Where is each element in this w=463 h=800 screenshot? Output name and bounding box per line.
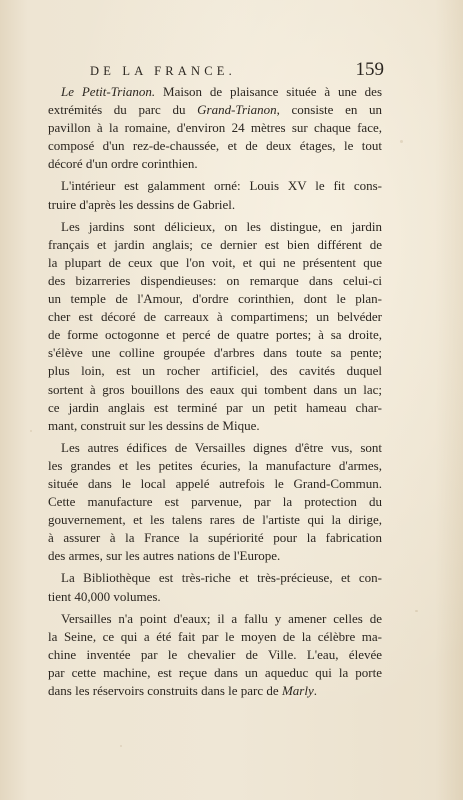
italic-text: Grand-Trianon bbox=[197, 102, 277, 118]
running-head: DE LA FRANCE. bbox=[90, 64, 236, 78]
text-line bbox=[48, 236, 382, 254]
text-line bbox=[48, 646, 382, 664]
text-run: gouvernement, et les talens rares de l'artiste qui la dirige, bbox=[48, 512, 382, 528]
text-line bbox=[48, 475, 382, 493]
text-line bbox=[48, 439, 382, 457]
text-line bbox=[48, 83, 382, 101]
text-run: Maison de plaisance située à une des bbox=[155, 84, 382, 99]
text-run: la plupart de ceux que l'on voit, et qui ne présentent que bbox=[48, 254, 382, 270]
text-line bbox=[48, 155, 382, 173]
text-line bbox=[48, 272, 382, 290]
text-line bbox=[48, 457, 382, 475]
text-line bbox=[48, 511, 382, 529]
text-line bbox=[48, 254, 382, 272]
text-run: Les autres édifices de Versailles dignes d'être vus, sont bbox=[61, 439, 382, 455]
text-run: les grandes et les petites écuries, la manufacture d'armes, bbox=[48, 457, 382, 473]
text-run: de forme octogonne et percé de quatre portes; à sa droite, bbox=[48, 327, 382, 343]
text-line bbox=[48, 493, 382, 511]
text-run: cher est décoré de carreaux à compartimens; un belvéder bbox=[48, 309, 382, 325]
page-header bbox=[90, 60, 382, 84]
text-line bbox=[48, 119, 382, 137]
text-run: s'élève une colline groupée d'arbres dans toute sa pente; bbox=[48, 345, 382, 361]
paper-fleck bbox=[415, 610, 418, 612]
text-line bbox=[48, 218, 382, 236]
text-line bbox=[48, 529, 382, 547]
text-line bbox=[48, 344, 382, 362]
text-line bbox=[48, 569, 382, 587]
text-run: chine inventée par le chevalier de Ville. L'eau, élevée bbox=[48, 646, 382, 662]
text-run: la Seine, ce qui a été fait par le moyen de la célèbre ma- bbox=[48, 628, 382, 644]
text-run: L'intérieur est galamment orné: Louis XV le fit cons- bbox=[61, 178, 382, 194]
text-run: un temple de l'Amour, d'ordre corinthien, dont le plan- bbox=[48, 291, 382, 307]
text-run: . bbox=[313, 683, 317, 698]
text-run: décoré d'un ordre corinthien. bbox=[48, 156, 198, 172]
italic-text: Marly bbox=[281, 683, 314, 698]
body-text bbox=[48, 83, 382, 700]
text-run: ce jardin anglais est terminé par un petit hameau char- bbox=[48, 399, 382, 415]
text-line bbox=[48, 308, 382, 326]
text-run: dans les réservoirs construits dans le parc de bbox=[48, 683, 282, 698]
text-line bbox=[48, 664, 382, 682]
text-run: composé d'un rez-de-chaussée, et de deux étages, le tout bbox=[48, 138, 382, 154]
text-line bbox=[48, 399, 382, 417]
text-run: français et jardin anglais; ce dernier est bien différent de bbox=[48, 236, 382, 252]
text-run: , consiste en un bbox=[276, 102, 383, 118]
paper-fleck bbox=[400, 140, 403, 143]
paper-fleck bbox=[120, 745, 122, 747]
text-line bbox=[48, 610, 382, 628]
text-line bbox=[48, 137, 382, 155]
text-line bbox=[48, 682, 382, 700]
text-line bbox=[48, 381, 382, 399]
text-run: extrémités du parc du bbox=[48, 102, 198, 118]
text-run: Les jardins sont délicieux, on les distingue, en jardin bbox=[61, 218, 382, 234]
text-line bbox=[48, 101, 382, 119]
text-run: pavillon à la romaine, d'environ 24 mètres sur chaque face, bbox=[48, 120, 382, 136]
text-run: Cette manufacture est parvenue, par la protection du bbox=[48, 494, 382, 510]
text-line bbox=[48, 547, 382, 565]
text-run: des bizarreries dispendieuses: on remarque dans celui-ci bbox=[48, 272, 382, 288]
text-run: truire d'après les dessins de Gabriel. bbox=[48, 196, 236, 212]
text-run: mant, construit sur les dessins de Mique. bbox=[48, 417, 260, 433]
text-line bbox=[48, 177, 382, 195]
text-run: des armes, sur les autres nations de l'Europe. bbox=[48, 548, 281, 564]
page-number: 159 bbox=[355, 59, 384, 80]
text-run: La Bibliothèque est très-riche et très-précieuse, et con- bbox=[61, 570, 382, 586]
text-line bbox=[48, 628, 382, 646]
text-run: située dans le local appelé autrefois le Grand-Commun. bbox=[48, 475, 382, 491]
text-line bbox=[48, 326, 382, 344]
text-run: tient 40,000 volumes. bbox=[48, 588, 161, 604]
text-line bbox=[48, 196, 382, 214]
text-run: à assurer à la France la supériorité pour la fabrication bbox=[48, 530, 382, 546]
paper-fleck bbox=[30, 430, 32, 432]
text-line bbox=[48, 290, 382, 308]
text-run: sortent à gros bouillons des eaux qui tombent dans un lac; bbox=[48, 381, 382, 397]
text-run: par cette machine, est reçue dans un aqueduc qui la porte bbox=[48, 664, 382, 680]
italic-text: Le Petit-Trianon. bbox=[61, 84, 156, 99]
text-run: Versailles n'a point d'eaux; il a fallu y amener celles de bbox=[61, 610, 382, 626]
text-line bbox=[48, 362, 382, 380]
text-line bbox=[48, 417, 382, 435]
text-run: plus loin, est un rocher artificiel, des cavités duquel bbox=[48, 363, 382, 379]
text-line bbox=[48, 588, 382, 606]
